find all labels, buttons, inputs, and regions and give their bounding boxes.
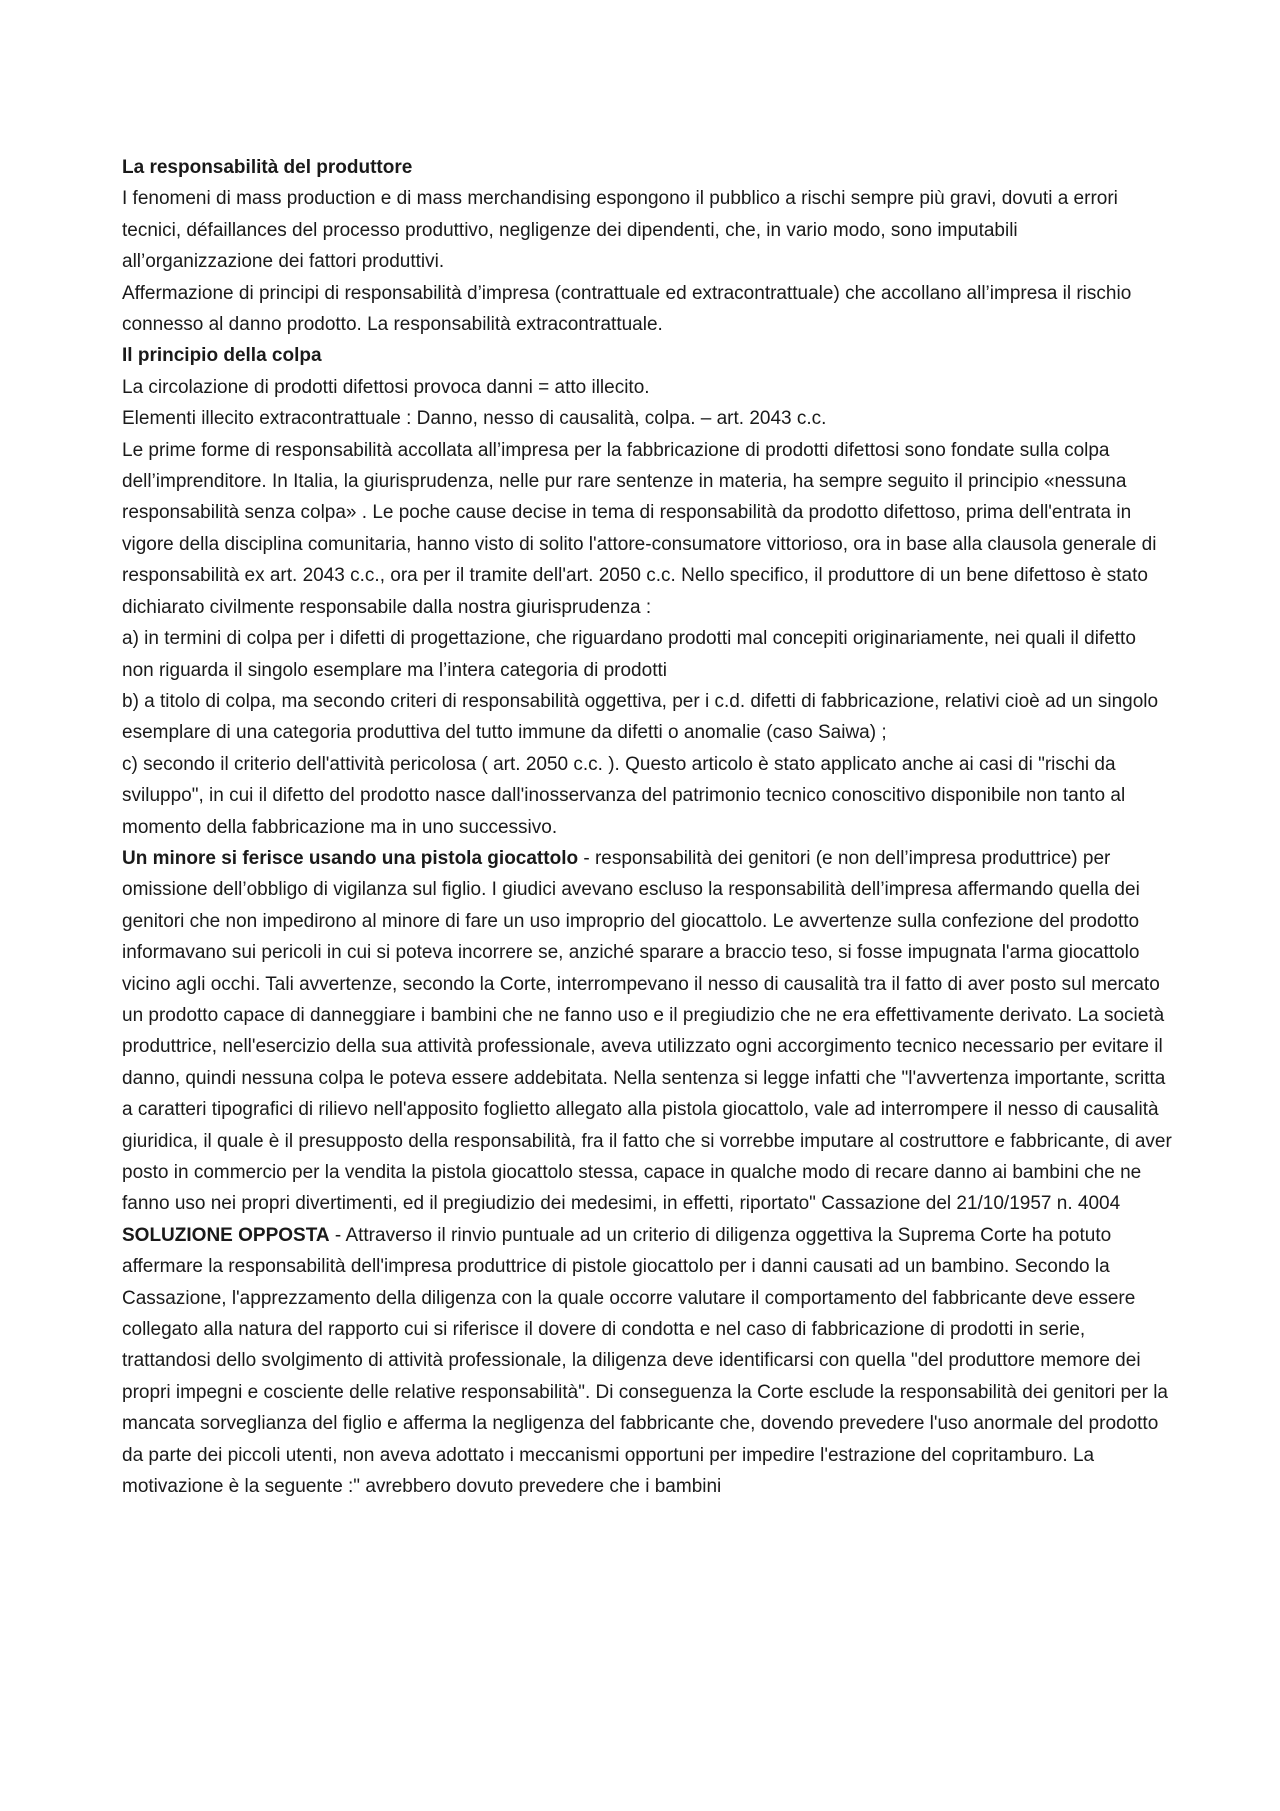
section-title-colpa: Il principio della colpa — [122, 345, 322, 367]
case-pistola-paragraph — [122, 843, 1172, 1220]
section1-paragraph-1: La circolazione di prodotti difettosi provoca danni = atto illecito. — [122, 376, 650, 398]
document-title: La responsabilità del produttore — [122, 157, 413, 178]
case-opposta-lead: SOLUZIONE OPPOSTA — [122, 1224, 330, 1246]
document-page — [122, 152, 1172, 1502]
case-pistola-text: - responsabilità dei genitori (e non dell’impresa produttrice) per omissione dell’obbligo di vigilanza sul figlio. I giudici avevano escluso la responsabilità dell’impresa affermando quella dei genitori che non impedirono al minore di fare un uso improprio del giocattolo. Le avvertenze sulla confezione del prodotto informavano sui pericoli in cui si poteva incorrere se, anziché sparare a braccio teso, si fosse impugnata l'arma giocattolo vicino agli occhi. Tali avvertenze, secondo la Corte, interrompevano il nesso di causalità tra il fatto di aver posto sul mercato un prodotto capace di danneggiare i bambini che ne fanno uso e il pregiudizio che ne era effettivamente derivato. La società produttrice, nell'esercizio della sua attività professionale, aveva utilizzato ogni accorgimento tecnico necessario per evitare il danno, quindi nessuna colpa le poteva essere addebitata. Nella sentenza si legge infatti che "l'avvertenza importante, scritta a caratteri tipografici di rilievo nell'apposito foglietto allegato alla pistola giocattolo, vale ad interrompere il nesso di causalità giuridica, il quale è il presupposto della responsabilità, fra il fatto che si vorrebbe imputare al costruttore e fabbricante, di aver posto in commercio per la vendita la pistola giocattolo stessa, capace in qualche modo di recare danno ai bambini che ne fanno uso nei propri divertimenti, ed il pregiudizio dei medesimi, in effetti, riportato" Cassazione del 21/10/1957 n. 4004 — [122, 847, 1172, 1215]
case-opposta-paragraph — [122, 1220, 1172, 1503]
list-item-b: b) a titolo di colpa, ma secondo criteri di responsabilità oggettiva, per i c.d. difetti di fabbricazione, relativi cioè ad un singolo esemplare di una categoria produttiva del tutto immune da difetti o anomalie (caso Saiwa) ; — [122, 690, 1159, 744]
intro-paragraph-1: I fenomeni di mass production e di mass merchandising espongono il pubblico a rischi sempre più gravi, dovuti a errori tecnici, défaillances del processo produttivo, negligenze dei dipendenti, che, in vario modo, sono imputabili all’organizzazione dei fattori produttivi. — [122, 188, 1118, 273]
intro-paragraph-2: Affermazione di principi di responsabilità d’impresa (contrattuale ed extracontrattuale) che accollano all’impresa il rischio connesso al danno prodotto. La responsabilità extracontrattuale. — [122, 282, 1132, 336]
section1-paragraph-2: Elementi illecito extracontrattuale : Danno, nesso di causalità, colpa. – art. 2043 c.c. — [122, 408, 827, 430]
case-pistola-lead: Un minore si ferisce usando una pistola giocattolo — [122, 847, 579, 869]
case-opposta-text: - Attraverso il rinvio puntuale ad un criterio di diligenza oggettiva la Suprema Corte ha potuto affermare la responsabilità dell'impresa produttrice di pistole giocattolo per i danni causati ad un bambino. Secondo la Cassazione, l'apprezzamento della diligenza con la quale occorre valutare il comportamento del fabbricante deve essere collegato alla natura del rapporto cui si riferisce il dovere di condotta e nel caso di fabbricazione di prodotti in serie, trattandosi dello svolgimento di attività professionale, la diligenza deve identificarsi con quella "del produttore memore dei propri impegni e cosciente delle relative responsabilità". Di conseguenza la Corte esclude la responsabilità dei genitori per la mancata sorveglianza del figlio e afferma la negligenza del fabbricante che, dovendo prevedere l'uso anormale del prodotto da parte dei piccoli utenti, non aveva adottato i meccanismi opportuni per impedire l'estrazione del copritamburo. La motivazione è la seguente :" avrebbero dovuto prevedere che i bambini — [122, 1224, 1169, 1498]
list-item-c: c) secondo il criterio dell'attività pericolosa ( art. 2050 c.c. ). Questo articolo è stato applicato anche ai casi di "rischi da sviluppo", in cui il difetto del prodotto nasce dall'inosservanza del patrimonio tecnico conoscitivo disponibile non tanto al momento della fabbricazione ma in uno successivo. — [122, 753, 1126, 838]
section1-paragraph-3: Le prime forme di responsabilità accollata all’impresa per la fabbricazione di prodotti difettosi sono fondate sulla colpa dell’imprenditore. In Italia, la giurisprudenza, nelle pur rare sentenze in materia, ha sempre seguito il principio «nessuna responsabilità senza colpa» . Le poche cause decise in tema di responsabilità da prodotto difettoso, prima dell'entrata in vigore della disciplina comunitaria, hanno visto di solito l'attore-consumatore vittorioso, ora in base alla clausola generale di responsabilità ex art. 2043 c.c., ora per il tramite dell'art. 2050 c.c. Nello specifico, il produttore di un bene difettoso è stato dichiarato civilmente responsabile dalla nostra giurisprudenza : — [122, 439, 1157, 618]
list-item-a: a) in termini di colpa per i difetti di progettazione, che riguardano prodotti mal concepiti originariamente, nei quali il difetto non riguarda il singolo esemplare ma l’intera categoria di prodotti — [122, 628, 1136, 681]
